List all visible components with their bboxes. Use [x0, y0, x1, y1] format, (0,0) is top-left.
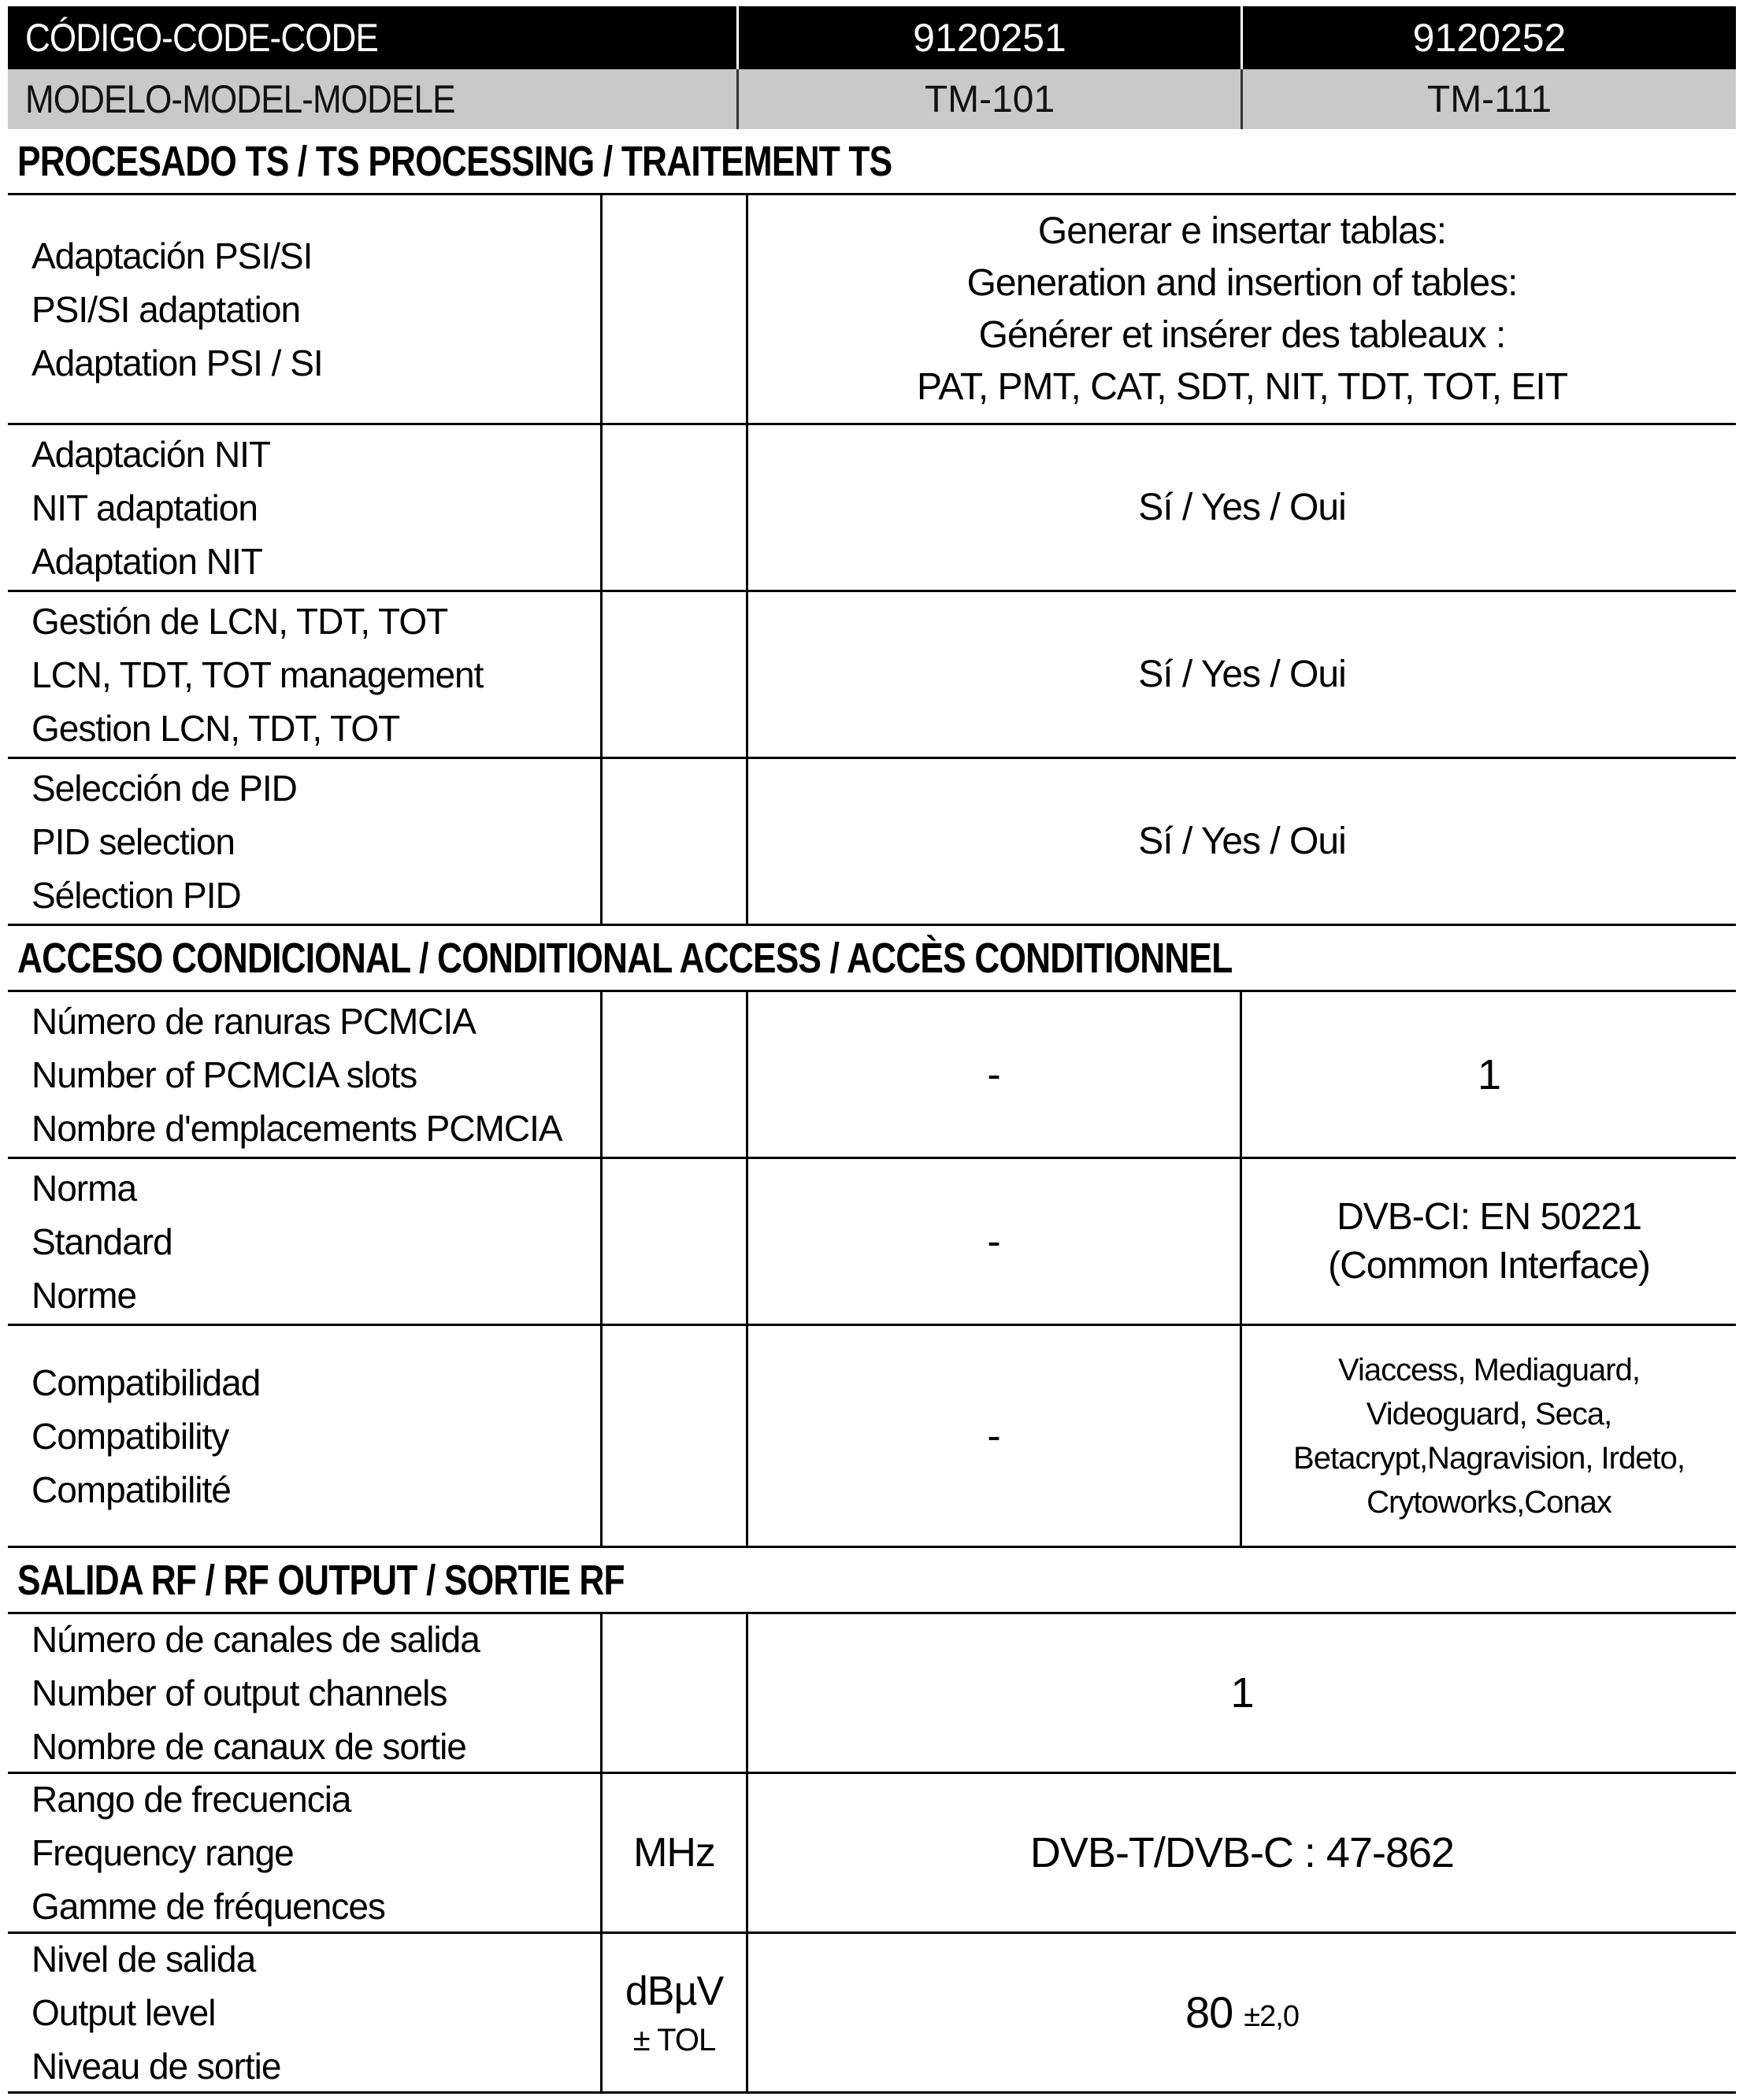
model-tm101: TM-101	[736, 69, 1240, 129]
unit-cell	[600, 1614, 748, 1772]
row-psi-si-adaptation	[8, 195, 1736, 425]
unit-cell	[600, 425, 748, 590]
value-cell: Sí / Yes / Oui	[1138, 653, 1346, 695]
model-header-label: MODELO-MODEL-MODELE	[25, 77, 455, 121]
model-tm111: TM-111	[1240, 69, 1736, 129]
output-level-value: 80	[1185, 1987, 1233, 2037]
row-ca-compatibility	[8, 1326, 1736, 1548]
value-cell-tm111: DVB-CI: EN 50221 (Common Interface)	[1328, 1195, 1650, 1287]
section-title-rf-output: SALIDA RF / RF OUTPUT / SORTIE RF	[8, 1548, 1736, 1614]
output-level-tolerance: ±2,0	[1244, 2000, 1299, 2033]
label-cell: Nivel de salida Output level Niveau de sortie	[32, 1939, 281, 2087]
value-cell: Sí / Yes / Oui	[1138, 486, 1346, 528]
unit-cell-mhz: MHz	[600, 1774, 748, 1931]
code-tm101: 9120251	[736, 6, 1240, 69]
label-cell: Gestión de LCN, TDT, TOT LCN, TDT, TOT management Gestion LCN, TDT, TOT	[32, 600, 484, 749]
row-output-channels	[8, 1614, 1736, 1774]
model-header-row	[8, 69, 1736, 129]
label-cell: Norma Standard Norme	[32, 1167, 172, 1316]
value-cell-tm101: -	[748, 992, 1242, 1157]
value-cell-tm101: -	[748, 1159, 1242, 1324]
spec-table	[8, 6, 1736, 2094]
label-cell: Compatibilidad Compatibility Compatibilité	[32, 1361, 261, 1510]
value-cell: DVB-T/DVB-C : 47-862	[1029, 1829, 1455, 1876]
value-cell-tm111: Viaccess, Mediaguard, Videoguard, Seca, Betacrypt,Nagravision, Irdeto, Crytoworks,Conax	[1293, 1352, 1685, 1520]
section-title-ts-processing: PROCESADO TS / TS PROCESSING / TRAITEMENT TS	[8, 129, 1736, 195]
row-output-level	[8, 1934, 1736, 2094]
unit-cell	[600, 1326, 748, 1546]
label-cell: Número de ranuras PCMCIA Number of PCMCIA slots Nombre d'emplacements PCMCIA	[32, 1000, 562, 1149]
unit-cell	[600, 195, 748, 423]
unit-cell	[600, 992, 748, 1157]
unit-cell	[600, 592, 748, 757]
code-header-label: CÓDIGO-CODE-CODE	[25, 16, 378, 60]
label-cell: Selección de PID PID selection Sélection PID	[32, 767, 297, 916]
row-nit-adaptation	[8, 425, 1736, 592]
value-cells	[748, 1159, 1736, 1324]
unit-cell-dbuv: dBµV ± TOL	[600, 1934, 748, 2091]
value-cell: Generar e insertar tablas: Generation and insertion of tables: Générer et insérer des tableaux : PAT, PMT, CAT, SDT, NIT, TDT, TOT, EIT	[916, 209, 1568, 408]
label-cell: Adaptación PSI/SI PSI/SI adaptation Adaptation PSI / SI	[32, 235, 323, 383]
unit-cell	[600, 1159, 748, 1324]
value-cell	[748, 1934, 1736, 2091]
unit-cell	[600, 759, 748, 924]
value-cell-tm111: 1	[1477, 1050, 1501, 1098]
row-pcmcia-slots	[8, 992, 1736, 1159]
code-tm111: 9120252	[1240, 6, 1736, 69]
value-cell-tm101: -	[748, 1326, 1242, 1546]
label-cell: Adaptación NIT NIT adaptation Adaptation NIT	[32, 433, 271, 582]
value-cell: 1	[1230, 1669, 1254, 1717]
row-pid-selection	[8, 759, 1736, 926]
row-frequency-range	[8, 1774, 1736, 1934]
row-lcn-tdt-tot-management	[8, 592, 1736, 759]
section-title-conditional-access: ACCESO CONDICIONAL / CONDITIONAL ACCESS / ACCÈS CONDITIONNEL	[8, 926, 1736, 992]
value-cells	[748, 1326, 1736, 1546]
label-cell: Rango de frecuencia Frequency range Gamme de fréquences	[32, 1779, 385, 1927]
label-cell: Número de canales de salida Number of output channels Nombre de canaux de sortie	[32, 1619, 480, 1767]
value-cell: Sí / Yes / Oui	[1138, 820, 1346, 862]
row-ca-standard	[8, 1159, 1736, 1326]
value-cells	[748, 992, 1736, 1157]
code-header-row	[8, 6, 1736, 69]
